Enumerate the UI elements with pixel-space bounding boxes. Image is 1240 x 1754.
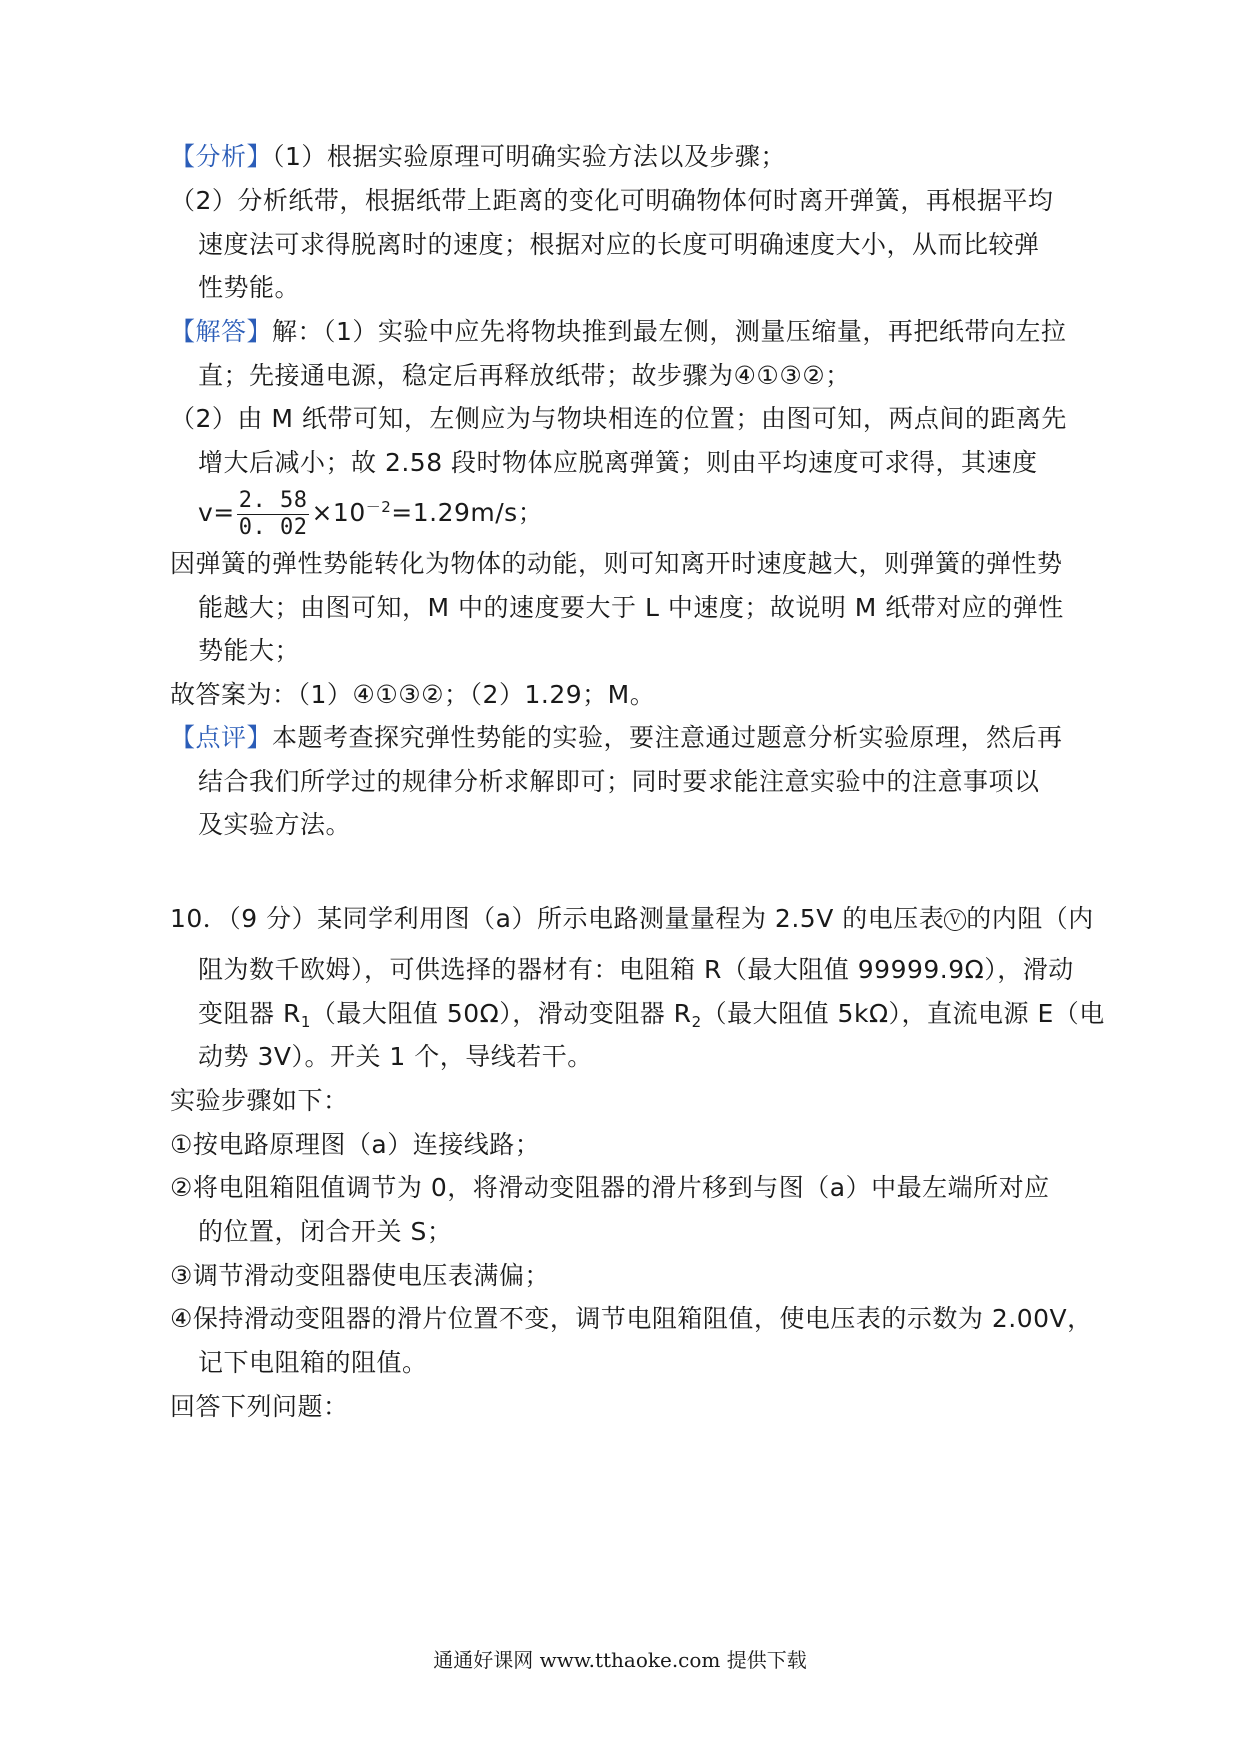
comment-line-2: 结合我们所学过的规律分析求解即可；同时要求能注意实验中的注意事项以 (198, 767, 1040, 796)
formula-times: ×10 (311, 498, 366, 527)
analysis-line-1 (170, 140, 786, 174)
solution-line-1 (170, 315, 1066, 349)
r1-subscript: 1 (300, 1013, 311, 1031)
velocity-fraction (237, 488, 310, 541)
comment-text-1: 本题考查探究弹性势能的实验，要注意通过题意分析实验原理，然后再 (272, 723, 1063, 752)
voltmeter-icon: V (944, 909, 966, 931)
solution-line-4: 增大后减小；故 2.58 段时物体应脱离弹簧；则由平均速度可求得，其速度 (198, 448, 1038, 477)
velocity-formula (198, 486, 543, 541)
step-2-line-1: ②将电阻箱阻值调节为 0，将滑动变阻器的滑片移到与图（a）中最左端所对应 (170, 1173, 1050, 1202)
answer-prompt: 回答下列问题： (170, 1392, 349, 1421)
fraction-denominator: 0. 02 (238, 514, 308, 540)
question-10-line-4: 动势 3V）。开关 1 个，导线若干。 (198, 1042, 593, 1071)
solution-line-3: （2）由 M 纸带可知，左侧应为与物块相连的位置；由图可知，两点间的距离先 (170, 404, 1067, 433)
step-4-line-1: ④保持滑动变阻器的滑片位置不变，调节电阻箱阻值，使电压表的示数为 2.00V， (170, 1304, 1093, 1333)
analysis-tag: 【分析】 (170, 142, 273, 171)
comment-line-1 (170, 721, 1063, 755)
solution-line-6: 能越大；由图可知，M 中的速度要大于 L 中速度；故说明 M 纸带对应的弹性 (198, 593, 1064, 622)
formula-suffix: =1.29m/s； (391, 498, 544, 527)
steps-title: 实验步骤如下： (170, 1086, 349, 1115)
question-10-text-a: 10．（9 分）某同学利用图（a）所示电路测量量程为 2.5V 的电压表 (170, 904, 945, 933)
analysis-text-1: （1）根据实验原理可明确实验方法以及步骤； (272, 142, 786, 171)
solution-line-5: 因弹簧的弹性势能转化为物体的动能，则可知离开时速度越大，则弹簧的弹性势 (170, 549, 1063, 578)
answer-line: 故答案为：（1）④①③②；（2）1.29；M。 (170, 680, 656, 709)
step-1: ①按电路原理图（a）连接线路； (170, 1130, 541, 1159)
fraction-numerator: 2. 58 (238, 487, 308, 513)
r2-subscript: 2 (691, 1013, 702, 1031)
comment-tag: 【点评】 (170, 723, 273, 752)
page-footer: 通通好课网 www.tthaoke.com 提供下载 (433, 1648, 807, 1672)
power-source-text: （最大阻值 5kΩ），直流电源 E（电 (701, 999, 1105, 1028)
r2-label: （最大阻值 50Ω），滑动变阻器 R (310, 999, 692, 1028)
step-3: ③调节滑动变阻器使电压表满偏； (170, 1261, 550, 1290)
question-10-text-b: 的内阻（内 (966, 904, 1094, 933)
analysis-line-3: 速度法可求得脱离时的速度；根据对应的长度可明确速度大小，从而比较弹 (198, 230, 1040, 259)
step-2-line-2: 的位置，闭合开关 S； (198, 1217, 453, 1246)
formula-prefix: v= (198, 498, 235, 527)
question-10-line-1 (170, 902, 1094, 936)
solution-tag: 【解答】 (170, 317, 273, 346)
analysis-line-4: 性势能。 (198, 273, 301, 302)
question-10-line-3 (198, 997, 1105, 1031)
comment-line-3: 及实验方法。 (198, 810, 352, 839)
step-4-line-2: 记下电阻箱的阻值。 (198, 1348, 428, 1377)
solution-text-1: 解：（1）实验中应先将物块推到最左侧，测量压缩量，再把纸带向左拉 (272, 317, 1067, 346)
analysis-line-2: （2）分析纸带，根据纸带上距离的变化可明确物体何时离开弹簧，再根据平均 (170, 186, 1054, 215)
question-10-line-2: 阻为数千欧姆），可供选择的器材有：电阻箱 R（最大阻值 99999.9Ω），滑动 (198, 955, 1074, 984)
r1-label: 变阻器 R (198, 999, 301, 1028)
solution-line-2: 直；先接通电源，稳定后再释放纸带；故步骤为④①③②； (198, 361, 851, 390)
solution-line-7: 势能大； (198, 636, 301, 665)
formula-exponent: －2 (365, 498, 392, 516)
